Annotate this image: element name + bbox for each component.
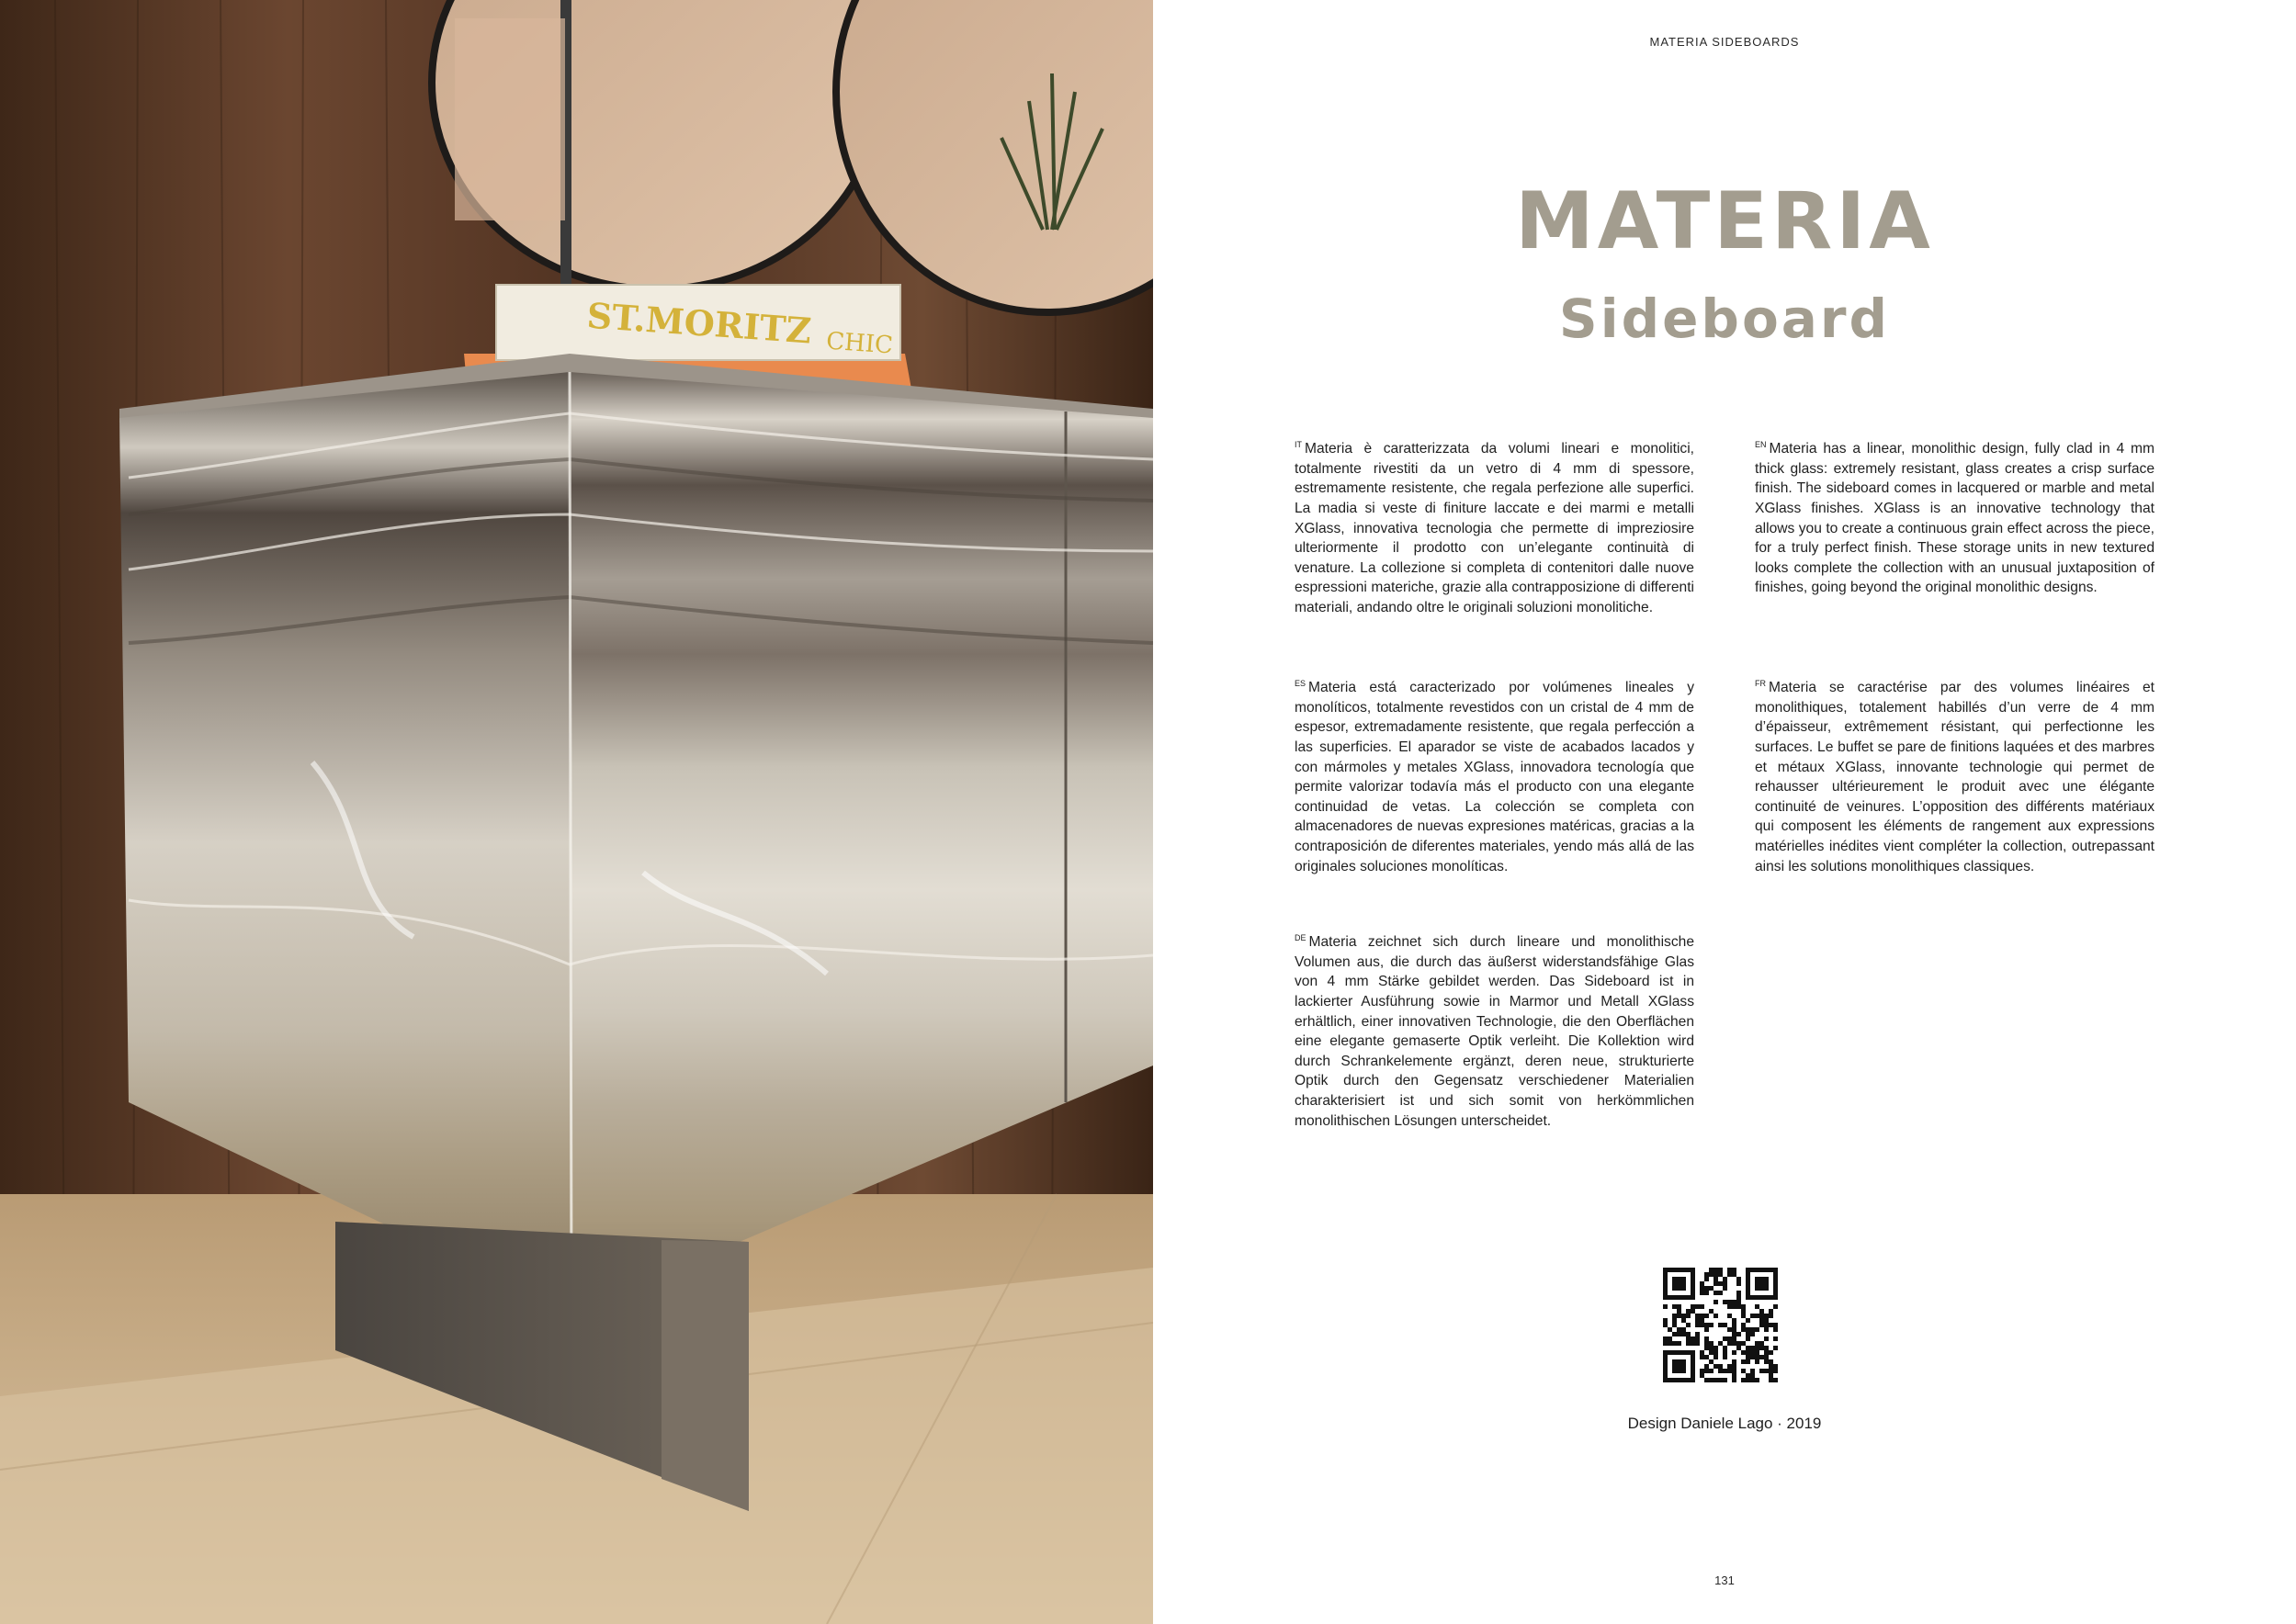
lang-tag-en: EN <box>1755 440 1767 449</box>
paragraph-french <box>1755 674 2155 876</box>
paragraph-english-text: Materia has a linear, monolithic design, fully clad in 4 mm thick glass: extremely resistant, glass creates a crisp surface finish. The sideboard comes in lacquered or marble and metal XGlass finishes. XGlass is an innovative technology that allows you to create a continuous grain effect across the piece, for a truly perfect finish. These storage units in new textured looks complete the collection with an unusual juxtaposition of finishes, going beyond the original monolithic designs. <box>1755 441 2155 596</box>
lang-tag-fr: FR <box>1755 679 1766 688</box>
paragraph-italian <box>1295 435 1694 618</box>
paragraph-spanish <box>1295 674 1694 876</box>
paragraph-italian-text: Materia è caratterizzata da volumi lineari e monolitici, totalmente rivestiti da un vetro di 4 mm di spessore, estremamente resistente, che regala perfezione alle superfici. La madia si veste di finiture laccate e dei marmi e metalli XGlass, innovativa tecnologia che permette di impreziosire ulteriormente il prodotto con un’elegante continuità di venature. La collezione si completa di contenitori dalle nuove espressioni materiche, grazie alla contrapposizione di differenti materiali, andando oltre le originali soluzioni monolitiche. <box>1295 441 1694 615</box>
text-page <box>1153 0 2296 1624</box>
page-title: MATERIA <box>1515 175 1934 267</box>
design-credit: Design Daniele Lago · 2019 <box>1627 1415 1822 1432</box>
book-top-subtitle: CHIC <box>825 327 894 360</box>
qr-code[interactable] <box>1663 1268 1778 1382</box>
lang-tag-es: ES <box>1295 679 1306 688</box>
paragraph-spanish-text: Materia está caracterizado por volúmenes lineales y monolíticos, totalmente revestidos con un cristal de 4 mm de espesor, extremadamente resistente, que regala perfección a las superficies. El aparador se viste de acabados lacados y con mármoles y metales XGlass, innovadora tecnología que permite valorizar todavía más el producto con una elegante continuidad de vetas. La colección se completa con almacenadores de nuevas expresiones matéricas, gracias a la contraposición de diferentes materiales, yendo más allá de las originales soluciones monolíticas. <box>1295 680 1694 874</box>
paragraph-english <box>1755 435 2155 598</box>
lang-tag-it: IT <box>1295 440 1302 449</box>
paragraph-french-text: Materia se caractérise par des volumes linéaires et monolithiques, totalement habillés d’un verre de 4 mm d’épaisseur, extrêmement résistant, qui perfectionne les surfaces. Le buffet se pare de finitions laquées et des marbres et métaux XGlass, innovante technologie qui permet de rehausser ultérieurement le produit avec une élégante continuité de veinures. L’opposition des différents matériaux qui composent les éléments de rangement aux expressions matérielles inédites vient compléter la collection, outrepassant ainsi les solutions monolithiques classiques. <box>1755 680 2155 874</box>
paragraph-german <box>1295 929 1694 1131</box>
lang-tag-de: DE <box>1295 933 1306 942</box>
running-head: MATERIA SIDEBOARDS <box>1649 35 1800 49</box>
book-top-title: ST.MORITZ <box>585 294 813 352</box>
page-number: 131 <box>1714 1573 1735 1587</box>
paragraph-german-text: Materia zeichnet sich durch lineare und monolithische Volumen aus, die durch das äußerst widerstandsfähige Glas von 4 mm Stärke gebildet werden. Das Sideboard ist in lackierter Ausführung sowie in Marmor und Metall XGlass erhältlich, einer innovativen Technologie, die den Oberflächen eine elegante gemaserte Optik verleiht. Die Kollektion wird durch Schrankelemente ergänzt, deren neue, strukturierte Optik durch den Gegensatz verschiedener Materialien charakterisiert ist und sich somit von herkömmlichen monolithischen Lösungen unterscheidet. <box>1295 934 1694 1129</box>
page-subtitle: Sideboard <box>1558 288 1891 350</box>
